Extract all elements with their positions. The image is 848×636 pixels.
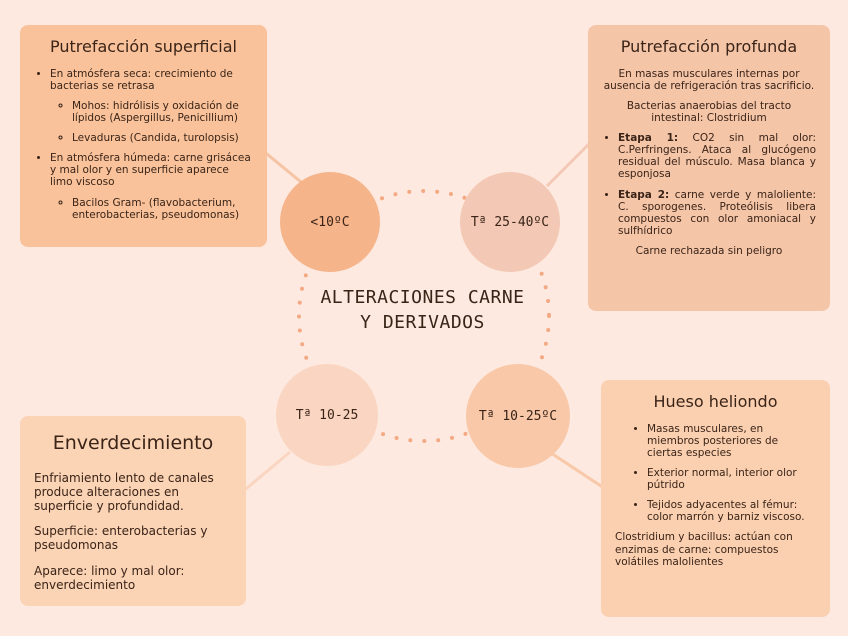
paragraph: Bacterias anaerobias del tracto intestinal: Clostridium <box>626 100 792 125</box>
list-item-text: En atmósfera seca: crecimiento de bacterias se retrasa <box>50 68 233 93</box>
stage-text: carne verde y maloliente: C. sporogenes. Proteólisis libera compuestos con olor amoniacal y sulfhídrico <box>618 188 816 237</box>
list-item: • Tejidos adyacentes al fémur: color marrón y barniz viscoso. <box>647 499 816 523</box>
paragraph: Enfriamiento lento de canales produce alteraciones en superficie y profundidad. <box>34 471 214 513</box>
center-title: ALTERACIONES CARNE Y DERIVADOS <box>320 287 525 334</box>
stage-label: Etapa 1: <box>618 132 679 145</box>
node-t10-25c-label: Tª 10-25ºC <box>478 408 558 424</box>
paragraph: Superficie: enterobacterias y pseudomonas <box>34 524 208 553</box>
node-t10-25c <box>466 364 570 468</box>
sub-list <box>50 197 253 221</box>
bullet-list <box>34 68 253 221</box>
list-item <box>50 68 253 144</box>
list-item <box>618 132 816 180</box>
card-title: Enverdecimiento <box>52 432 214 454</box>
paragraph: Clostridium y bacillus: actúan con enzimas de carne: compuestos volátiles malolientes <box>615 531 793 568</box>
list-item: • Masas musculares, en miembros posteriores de ciertas especies <box>647 423 816 459</box>
card-title: Hueso heliondo <box>653 392 778 411</box>
list-item: • Exterior normal, interior olor pútrido <box>647 467 816 491</box>
node-lt10-label: <10ºC <box>310 214 350 230</box>
stage-text: CO2 sin mal olor: C.Perfringens. Ataca al glucógeno residual del músculo. Masa blanca y esponjosa <box>618 132 816 181</box>
card-hueso-heliondo <box>601 380 830 617</box>
paragraph: Aparece: limo y mal olor: enverdecimiento <box>34 563 185 592</box>
node-lt10 <box>280 172 380 272</box>
paragraph: Carne rechazada sin peligro <box>635 244 783 257</box>
list-item-text: En atmósfera húmeda: carne grisácea y mal olor y en superficie aparece limo viscoso <box>50 152 251 189</box>
card-title: Putrefacción superficial <box>50 37 237 56</box>
card-title: Putrefacción profunda <box>620 37 798 56</box>
list-item <box>618 189 816 237</box>
list-item: ◦ Bacilos Gram- (flavobacterium, enterobacterias, pseudomonas) <box>72 197 253 221</box>
list-item: ◦ Mohos: hidrólisis y oxidación de lípidos (Aspergillus, Penicillium) <box>72 100 253 124</box>
bullet-list <box>602 132 816 237</box>
list-item: ◦ Levaduras (Candida, turolopsis) <box>72 132 253 144</box>
card-putrefaccion-superficial <box>20 25 267 247</box>
card-enverdecimiento <box>20 416 246 606</box>
paragraph: En masas musculares internas por ausencia de refrigeración tras sacrificio. <box>603 68 815 93</box>
stage-label: Etapa 2: <box>618 188 670 201</box>
node-t25-40 <box>460 172 560 272</box>
node-t25-40-label: Tª 25-40ºC <box>470 214 550 230</box>
node-t10-25-label: Tª 10-25 <box>295 407 359 423</box>
bullet-list <box>615 423 816 523</box>
sub-list <box>50 100 253 144</box>
card-putrefaccion-profunda <box>588 25 830 311</box>
node-t10-25 <box>276 364 378 466</box>
list-item <box>50 152 253 220</box>
